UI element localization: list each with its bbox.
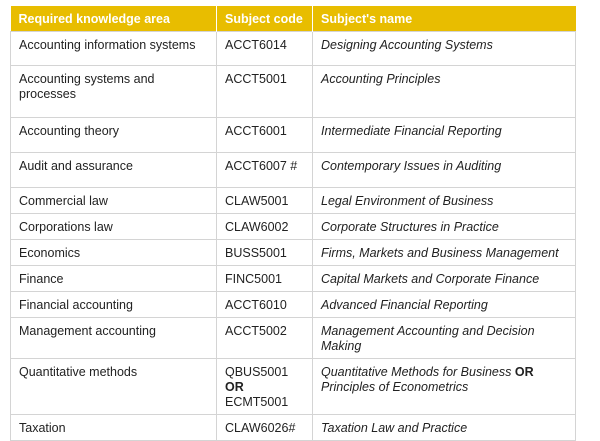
header-subject-name: Subject's name — [313, 6, 576, 32]
subject-name: Accounting Principles — [321, 72, 441, 86]
table-header-row — [11, 6, 576, 32]
subject-code: FINC5001 — [225, 272, 282, 286]
table-row — [11, 32, 576, 66]
header-knowledge-area: Required knowledge area — [11, 6, 217, 32]
subject-name-cell — [313, 318, 576, 359]
subject-name: Contemporary Issues in Auditing — [321, 159, 502, 173]
knowledge-area-cell: Management accounting — [11, 318, 217, 359]
subject-code: ACCT6001 — [225, 124, 287, 138]
knowledge-area-cell: Finance — [11, 266, 217, 292]
or-separator: OR — [225, 380, 244, 394]
subject-code-cell — [217, 214, 313, 240]
knowledge-area-cell: Economics — [11, 240, 217, 266]
subject-name: Quantitative Methods for Business — [321, 365, 512, 379]
or-separator: OR — [514, 365, 534, 379]
subject-code: CLAW6026# — [225, 421, 296, 435]
subject-name-cell — [313, 118, 576, 153]
table-row — [11, 240, 576, 266]
subject-name: Intermediate Financial Reporting — [321, 124, 502, 138]
knowledge-area-cell: Accounting information systems — [11, 32, 217, 66]
subject-code: ACCT6010 — [225, 298, 287, 312]
subject-code: ACCT6014 — [225, 38, 287, 52]
subject-code-cell — [217, 188, 313, 214]
subject-name-cell — [313, 266, 576, 292]
table-row — [11, 359, 576, 415]
table-row — [11, 318, 576, 359]
subject-name-cell — [313, 32, 576, 66]
subject-name: Firms, Markets and Business Management — [321, 246, 559, 260]
subject-name: Taxation Law and Practice — [321, 421, 468, 435]
subject-name-cell — [313, 415, 576, 441]
table-row — [11, 266, 576, 292]
subject-code-cell — [217, 266, 313, 292]
subject-code-cell — [217, 359, 313, 415]
knowledge-area-cell: Quantitative methods — [11, 359, 217, 415]
subject-code: CLAW6002 — [225, 220, 289, 234]
subject-name-cell — [313, 240, 576, 266]
table-row — [11, 66, 576, 118]
subject-name-cell — [313, 153, 576, 188]
table-row — [11, 188, 576, 214]
subject-name: Principles of Econometrics — [321, 380, 469, 394]
subject-code-cell — [217, 415, 313, 441]
knowledge-area-cell: Audit and assurance — [11, 153, 217, 188]
subject-code-cell — [217, 153, 313, 188]
subject-name-cell — [313, 188, 576, 214]
subjects-table — [10, 6, 576, 441]
subject-code: ACCT5001 — [225, 72, 287, 86]
subject-name: Designing Accounting Systems — [321, 38, 493, 52]
table-row — [11, 292, 576, 318]
subject-code: QBUS5001 — [225, 365, 289, 379]
subject-name: Corporate Structures in Practice — [321, 220, 499, 234]
subjects-table-container — [10, 6, 576, 441]
table-row — [11, 118, 576, 153]
subject-name-cell — [313, 292, 576, 318]
knowledge-area-cell: Taxation — [11, 415, 217, 441]
subject-code: ECMT5001 — [225, 395, 289, 409]
subject-code-cell — [217, 118, 313, 153]
table-row — [11, 214, 576, 240]
subject-code: ACCT6007 # — [225, 159, 298, 173]
subject-name: Management Accounting and Decision Making — [321, 324, 535, 353]
knowledge-area-cell: Accounting theory — [11, 118, 217, 153]
knowledge-area-cell: Accounting systems and processes — [11, 66, 217, 118]
knowledge-area-cell: Financial accounting — [11, 292, 217, 318]
subject-code-cell — [217, 318, 313, 359]
header-subject-code: Subject code — [217, 6, 313, 32]
subject-name: Capital Markets and Corporate Finance — [321, 272, 540, 286]
subject-code: ACCT5002 — [225, 324, 287, 338]
knowledge-area-cell: Corporations law — [11, 214, 217, 240]
subject-code: BUSS5001 — [225, 246, 287, 260]
subject-code-cell — [217, 66, 313, 118]
knowledge-area-cell: Commercial law — [11, 188, 217, 214]
subject-code-cell — [217, 32, 313, 66]
subject-name: Advanced Financial Reporting — [321, 298, 488, 312]
table-row — [11, 415, 576, 441]
subject-code: CLAW5001 — [225, 194, 289, 208]
subject-code-cell — [217, 240, 313, 266]
table-body — [11, 32, 576, 441]
subject-name: Legal Environment of Business — [321, 194, 494, 208]
subject-name-cell — [313, 359, 576, 415]
table-row — [11, 153, 576, 188]
subject-name-cell — [313, 66, 576, 118]
subject-name-cell — [313, 214, 576, 240]
subject-code-cell — [217, 292, 313, 318]
